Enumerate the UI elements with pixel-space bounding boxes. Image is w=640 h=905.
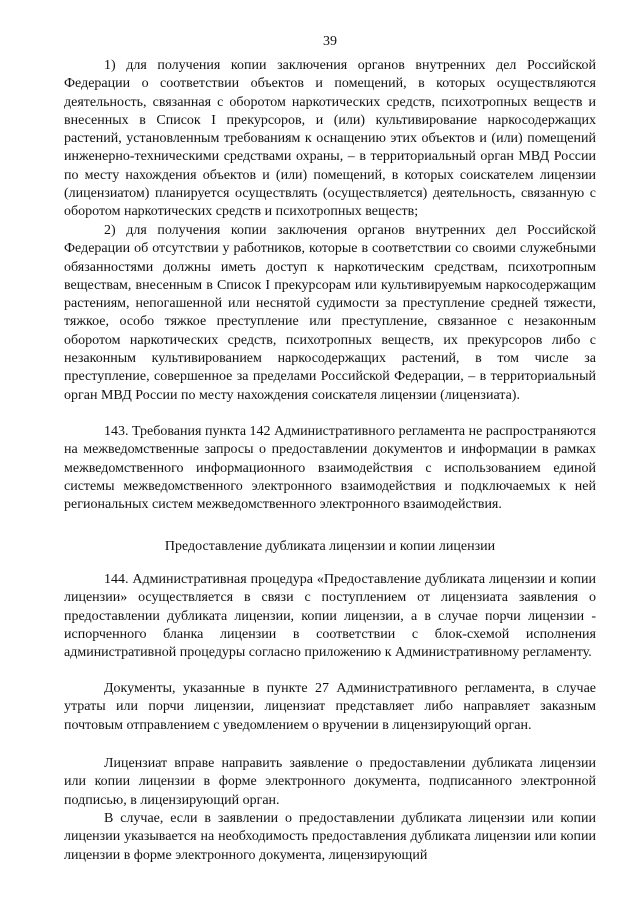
paragraph-electronic-copy-case: В случае, если в заявлении о предоставлении дубликата лицензии или копии лицензии указывается на необходимость предоставления дубликата лицензии или копии лицензии в форме электронного документа, лицензирующий	[64, 811, 596, 863]
paragraph-144: 144. Административная процедура «Предоставление дубликата лицензии и копии лицензии» осуществляется в связи с поступлением от лицензиата заявления о предоставлении дубликата лицензии, копии лицензии, а в случае порчи лицензии - испорченного бланка лицензии в соответствии с блок-схемой исполнения административной процедуры согласно приложению к Административному регламенту.	[64, 572, 596, 661]
paragraph-item-1: 1) для получения копии заключения органов внутренних дел Российской Федерации о соответствии объектов и помещений, в которых осуществляются деятельность, связанная с оборотом наркотических средств, психотропных веществ и внесенных в Список I прекурсоров, и (или) культивирование наркосодержащих растений, установленным требованиям к оснащению этих объектов и (или) помещений инженерно-техническими средствами охраны, – в территориальный орган МВД России по месту нахождения объектов и (или) помещений, в которых соискателем лицензии (лицензиатом) планируется осуществлять (осуществляется) деятельность, связанную с оборотом наркотических средств и психотропных веществ;	[64, 58, 596, 220]
page-number: 39	[323, 34, 337, 49]
paragraph-item-2: 2) для получения копии заключения органов внутренних дел Российской Федерации об отсутствии у работников, которые в соответствии со своими служебными обязанностями должны иметь доступ к наркотическим средствам, психотропным веществам, внесенным в Список I прекурсорам или культивируемым наркосодержащим растениям, непогашенной или неснятой судимости за преступление средней тяжести, тяжкое, особо тяжкое преступление или преступление, связанное с незаконным оборотом наркотических средств, психотропных веществ, их прекурсоров либо с незаконным культивированием наркосодержащих растений, в том числе за преступление, совершенное за пределами Российской Федерации, – в территориальный орган МВД России по месту нахождения соискателя лицензии (лицензиата).	[64, 223, 596, 403]
paragraph-143: 143. Требования пункта 142 Административного регламента не распространяются на межведомственные запросы о предоставлении документов и информации в рамках межведомственного информационного взаимодействия с использованием единой системы межведомственного электронного взаимодействия и подключаемых к ней региональных систем межведомственного электронного взаимодействия.	[64, 424, 596, 513]
paragraph-electronic-application: Лицензиат вправе направить заявление о предоставлении дубликата лицензии или копии лицензии в форме электронного документа, подписанного электронной подписью, в лицензирующий орган.	[64, 756, 596, 808]
section-heading: Предоставление дубликата лицензии и копии лицензии	[164, 539, 496, 554]
paragraph-documents: Документы, указанные в пункте 27 Административного регламента, в случае утраты или порчи лицензии, лицензиат представляет либо направляет заказным почтовым отправлением с уведомлением о вручении в лицензирующий орган.	[64, 681, 596, 733]
